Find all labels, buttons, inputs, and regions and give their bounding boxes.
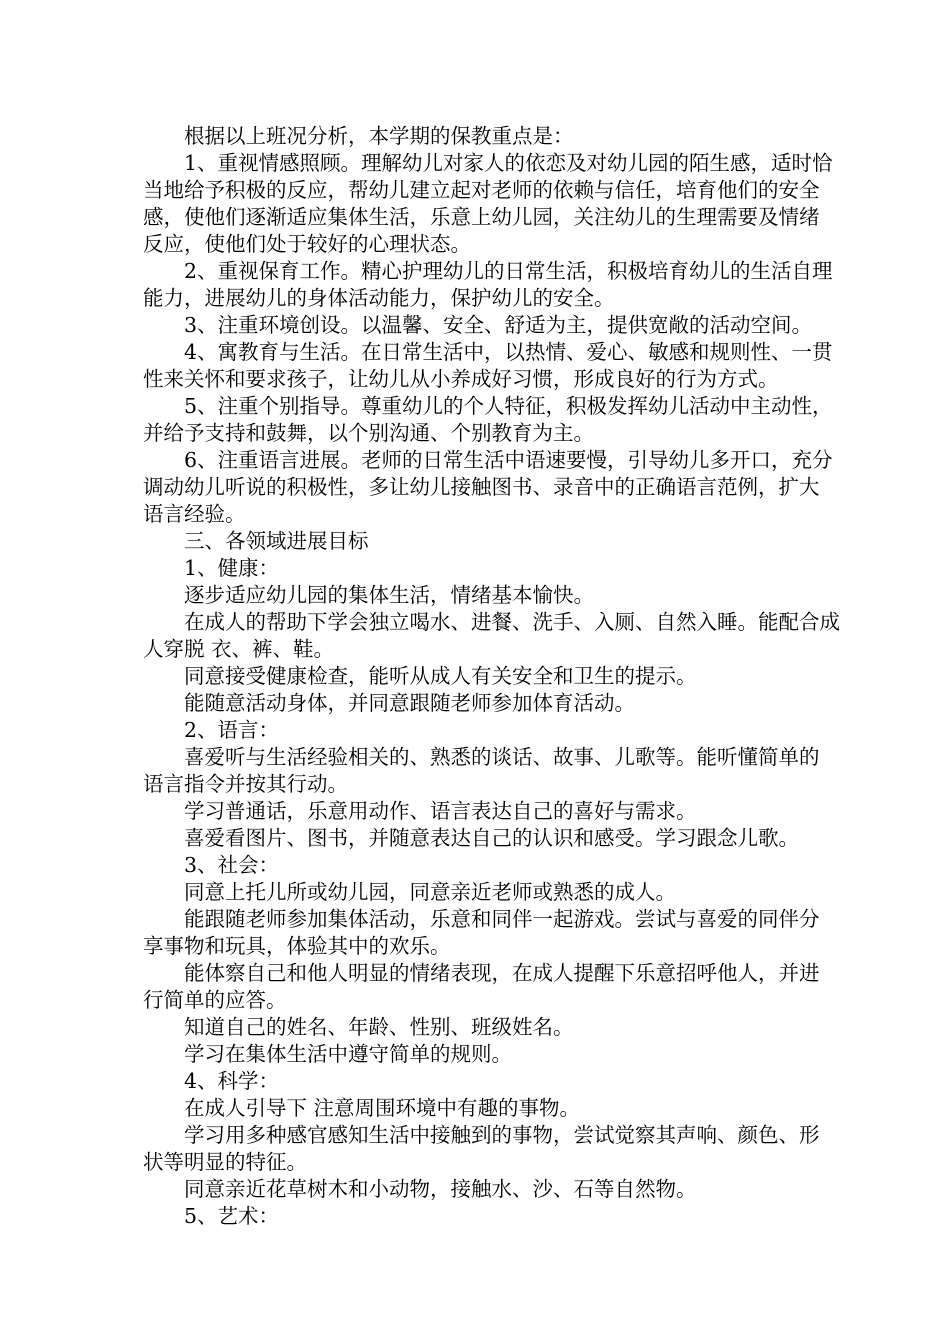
paragraph-society-3: 能体察自己和他人明显的情绪表现，在成人提醒下乐意招呼他人，并进行简单的应答。 <box>143 961 820 1012</box>
paragraph-point-1: 1、重视情感照顾。理解幼儿对家人的依恋及对幼儿园的陌生感，适时恰当地给予积极的反应，帮幼儿建立起对老师的依赖与信任，培育他们的安全感，使他们逐渐适应集体生活，乐意上幼儿园，关注幼儿的生理需要及情绪反应，使他们处于较好的心理状态。 <box>143 151 833 256</box>
subheading-science: 4、科学： <box>184 1069 280 1093</box>
paragraph-health-1: 逐步适应幼儿园的集体生活，情绪基本愉快。 <box>184 583 594 607</box>
paragraph-language-2: 学习普通话，乐意用动作、语言表达自己的喜好与需求。 <box>184 799 697 823</box>
paragraph-health-4: 能随意活动身体，并同意跟随老师参加体育活动。 <box>184 691 635 715</box>
paragraph-society-4: 知道自己的姓名、年龄、性别、班级姓名。 <box>184 1015 574 1039</box>
paragraph-health-2: 在成人的帮助下学会独立喝水、进餐、洗手、入厕、自然入睡。能配合成人穿脱 衣、裤、鞋。 <box>143 610 840 661</box>
paragraph-society-2: 能跟随老师参加集体活动，乐意和同伴一起游戏。尝试与喜爱的同伴分享事物和玩具，体验其中的欢乐。 <box>143 907 820 958</box>
paragraph-science-2: 学习用多种感官感知生活中接触到的事物，尝试觉察其声响、颜色、形状等明显的特征。 <box>143 1123 820 1174</box>
paragraph-point-4: 4、寓教育与生活。在日常生活中，以热情、爱心、敏感和规则性、一贯性来关怀和要求孩子，让幼儿从小养成好习惯，形成良好的行为方式。 <box>143 340 833 391</box>
paragraph-language-1: 喜爱听与生活经验相关的、熟悉的谈话、故事、儿歌等。能听懂简单的语言指令并按其行动。 <box>143 745 820 796</box>
paragraph-science-3: 同意亲近花草树木和小动物，接触水、沙、石等自然物。 <box>184 1177 697 1201</box>
paragraph-point-5: 5、注重个别指导。尊重幼儿的个人特征，积极发挥幼儿活动中主动性，并给予支持和鼓舞，以个别沟通、个别教育为主。 <box>143 394 833 445</box>
paragraph-society-5: 学习在集体生活中遵守简单的规则。 <box>184 1042 512 1066</box>
subheading-language: 2、语言： <box>184 718 280 742</box>
section-heading-goals: 三、各领域进展目标 <box>184 529 369 553</box>
paragraph-point-6: 6、注重语言进展。老师的日常生活中语速要慢，引导幼儿多开口，充分调动幼儿听说的积极性，多让幼儿接触图书、录音中的正确语言范例，扩大语言经验。 <box>143 448 833 526</box>
paragraph-society-1: 同意上托儿所或幼儿园，同意亲近老师或熟悉的成人。 <box>184 880 676 904</box>
document-body <box>143 123 840 1230</box>
paragraph-point-3: 3、注重环境创设。以温馨、安全、舒适为主，提供宽敞的活动空间。 <box>184 313 813 337</box>
paragraph-science-1: 在成人引导下 注意周围环境中有趣的事物。 <box>184 1096 581 1120</box>
subheading-society: 3、社会： <box>184 853 280 877</box>
subheading-art: 5、艺术： <box>184 1204 280 1228</box>
subheading-health: 1、健康： <box>184 556 280 580</box>
paragraph-intro: 根据以上班况分析，本学期的保教重点是： <box>184 124 574 148</box>
paragraph-language-3: 喜爱看图片、图书，并随意表达自己的认识和感受。学习跟念儿歌。 <box>184 826 799 850</box>
paragraph-point-2: 2、重视保育工作。精心护理幼儿的日常生活，积极培育幼儿的生活自理能力，进展幼儿的身体活动能力，保护幼儿的安全。 <box>143 259 833 310</box>
paragraph-health-3: 同意接受健康检查，能听从成人有关安全和卫生的提示。 <box>184 664 697 688</box>
